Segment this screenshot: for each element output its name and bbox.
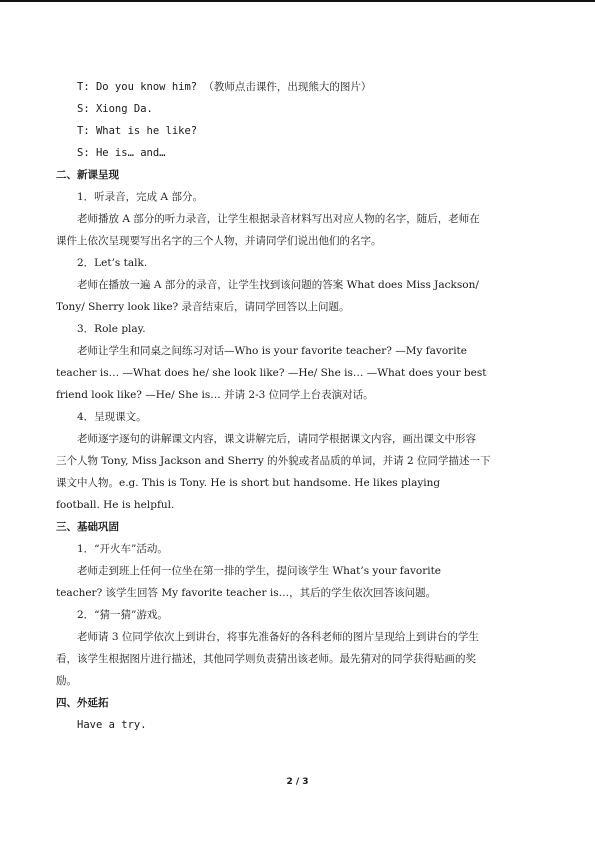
section-heading-new-lesson: 二、新课呈现 [56, 169, 119, 181]
paragraph-line: 老师请 3 位同学依次上到讲台，将事先准备好的各科老师的图片呈现给上到讲台的学生 [77, 631, 479, 643]
paragraph-line: 老师让学生和同桌之间练习对话—Who is your favorite teacher? —My favorite [77, 345, 467, 357]
paragraph-line: 老师走到班上任何一位坐在第一排的学生，提问该学生 What’s your favorite [77, 565, 442, 577]
step-heading: 4．呈现课文。 [77, 411, 147, 423]
dialogue-line: T: What is he like? [77, 125, 198, 137]
paragraph-line: teacher is… —What does he/ she look like? —He/ She is… —What does your best [56, 367, 487, 379]
step-heading: 3．Role play. [77, 323, 146, 335]
paragraph-line: 课文中人物。e.g. This is Tony. He is short but handsome. He likes playing [56, 477, 441, 489]
document-body [56, 76, 541, 736]
paragraph-line: 三个人物 Tony, Miss Jackson and Sherry 的外貌或者品质的单词，并请 2 位同学描述一下 [56, 455, 491, 467]
step-heading: 2．Let’s talk. [77, 257, 148, 269]
paragraph-line: Tony/ Sherry look like? 录音结束后，请同学回答以上问题。 [56, 301, 350, 313]
dialogue-line: S: Xiong Da. [77, 103, 153, 115]
paragraph-line: football. He is helpful. [56, 499, 175, 511]
top-rule [0, 0, 595, 2]
paragraph-line: 励。 [56, 675, 77, 687]
step-heading: 2．“猜一猜”游戏。 [77, 609, 168, 621]
step-heading: 1．“开火车”活动。 [77, 543, 168, 555]
paragraph-line: teacher? 该学生回答 My favorite teacher is…，其后的学生依次回答该问题。 [56, 587, 437, 599]
section-heading-consolidation: 三、基础巩固 [56, 521, 119, 533]
paragraph-line: 老师播放 A 部分的听力录音，让学生根据录音材料写出对应人物的名字，随后，老师在 [77, 213, 480, 225]
paragraph-line: 看，该学生根据图片进行描述，其他同学则负责猜出该老师。最先猜对的同学获得贴画的奖 [56, 653, 476, 665]
paragraph-line: 老师在播放一遍 A 部分的录音，让学生找到该问题的答案 What does Miss Jackson/ [77, 279, 479, 291]
paragraph-line: friend look like? —He/ She is… 并请 2-3 位同学上台表演对话。 [56, 389, 374, 401]
dialogue-line: T: Do you know him? （教师点击课件，出现熊大的图片） [77, 81, 372, 93]
paragraph-line: Have a try. [77, 719, 147, 731]
page-number: 2 / 3 [286, 777, 309, 787]
paragraph-line: 老师逐字逐句的讲解课文内容，课文讲解完后，请同学根据课文内容，画出课文中形容 [77, 433, 476, 445]
paragraph-line: 课件上依次呈现要写出名字的三个人物，并请同学们说出他们的名字。 [56, 235, 382, 247]
section-heading-extension: 四、外延拓 [56, 697, 109, 709]
step-heading: 1．听录音，完成 A 部分。 [77, 191, 203, 203]
dialogue-line: S: He is… and… [77, 147, 166, 159]
